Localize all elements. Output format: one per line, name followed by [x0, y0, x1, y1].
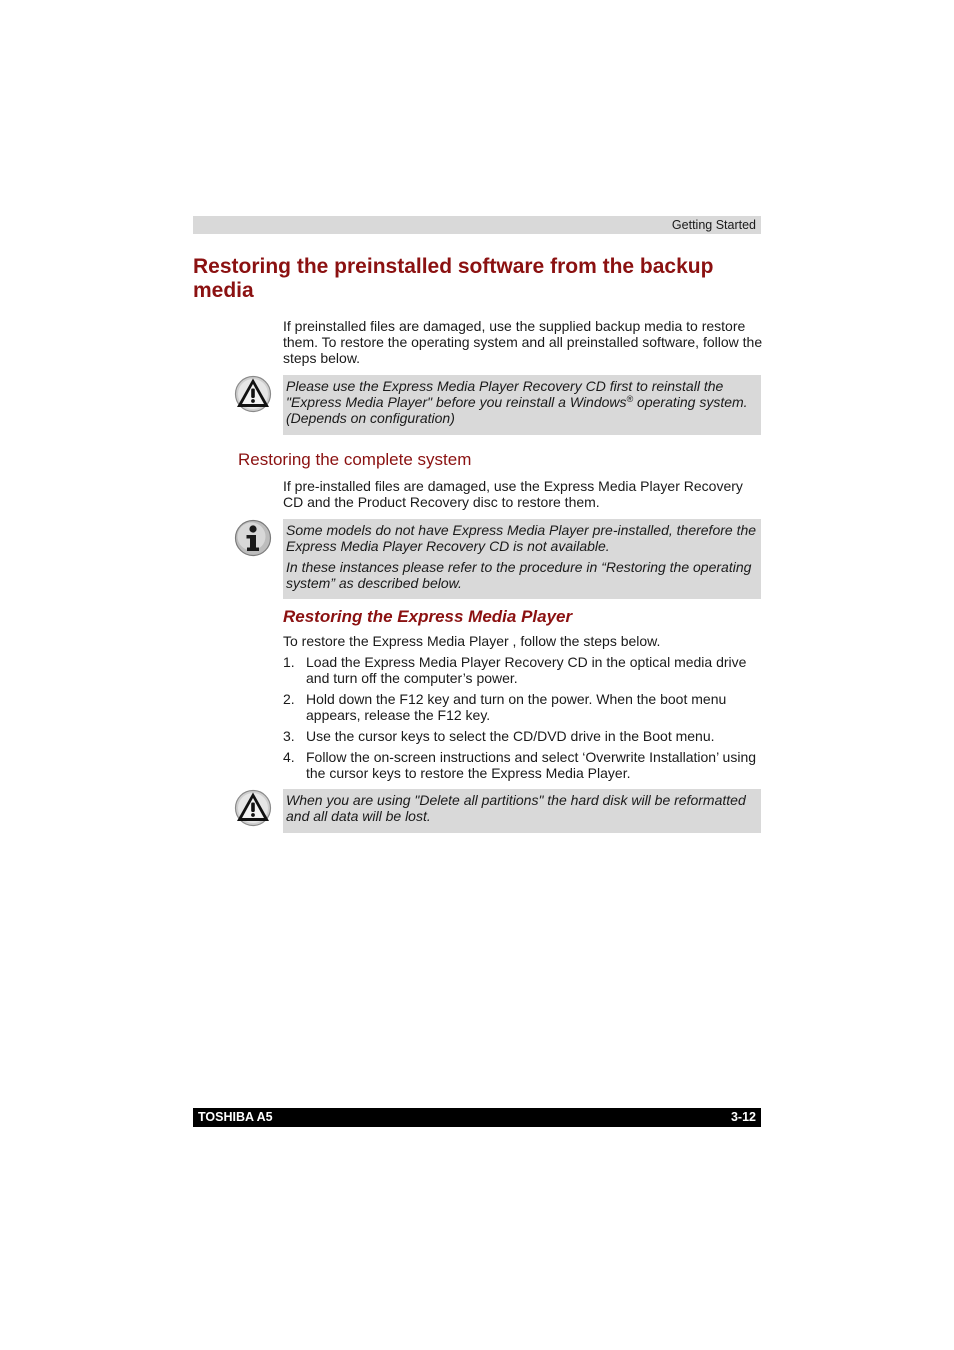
caution-icon: [234, 789, 272, 827]
section-heading-restoring-complete-system: Restoring the complete system: [238, 450, 472, 469]
caution-note-text: Please use the Express Media Player Recovery CD first to reinstall the "Express Media Player" before you reinstall a Windows® operating system. (Depends on configuration): [286, 378, 748, 426]
caution-icon: [234, 375, 272, 413]
page-header-bar: [193, 216, 761, 234]
list-item: 3. Use the cursor keys to select the CD/DVD drive in the Boot menu.: [283, 728, 715, 744]
steps-list: [283, 654, 761, 786]
caution-note-delete-partitions: [283, 789, 761, 833]
info-note-express-media-player: [283, 519, 761, 599]
info-note-line-2: In these instances please refer to the procedure in “Restoring the operating system” as described below.: [286, 559, 752, 591]
info-note-line-1: Some models do not have Express Media Player pre-installed, therefore the Express Media Player Recovery CD is not available.: [286, 522, 757, 554]
list-item: 4. Follow the on-screen instructions and select ‘Overwrite Installation’ using the cursor keys to restore the Express Media Player.: [283, 749, 757, 781]
page-number: 3-12: [730, 1110, 756, 1124]
section-heading-restoring-express-media-player: Restoring the Express Media Player: [283, 607, 573, 626]
section-title: Getting Started: [671, 218, 756, 232]
complete-system-paragraph: If pre-installed files are damaged, use the Express Media Player Recovery CD and the Product Recovery disc to restore them.: [283, 478, 743, 510]
list-item: 1. Load the Express Media Player Recovery CD in the optical media drive and turn off the computer’s power.: [283, 654, 747, 686]
page-footer-bar: [193, 1108, 761, 1127]
caution-note-recovery-cd: [283, 375, 761, 435]
info-icon: [234, 519, 272, 557]
list-item: 2. Hold down the F12 key and turn on the power. When the boot menu appears, release the F12 key.: [283, 691, 727, 723]
steps-intro-paragraph: To restore the Express Media Player , follow the steps below.: [283, 633, 661, 649]
caution-note-text: When you are using "Delete all partitions" the hard disk will be reformatted and all data will be lost.: [286, 792, 746, 824]
registered-mark: ®: [626, 394, 634, 404]
intro-paragraph: If preinstalled files are damaged, use the supplied backup media to restore them. To restore the operating system and all preinstalled software, follow the steps below.: [283, 318, 763, 366]
model-name: TOSHIBA A5: [198, 1110, 273, 1124]
page-title: Restoring the preinstalled software from the backup media: [193, 255, 714, 302]
